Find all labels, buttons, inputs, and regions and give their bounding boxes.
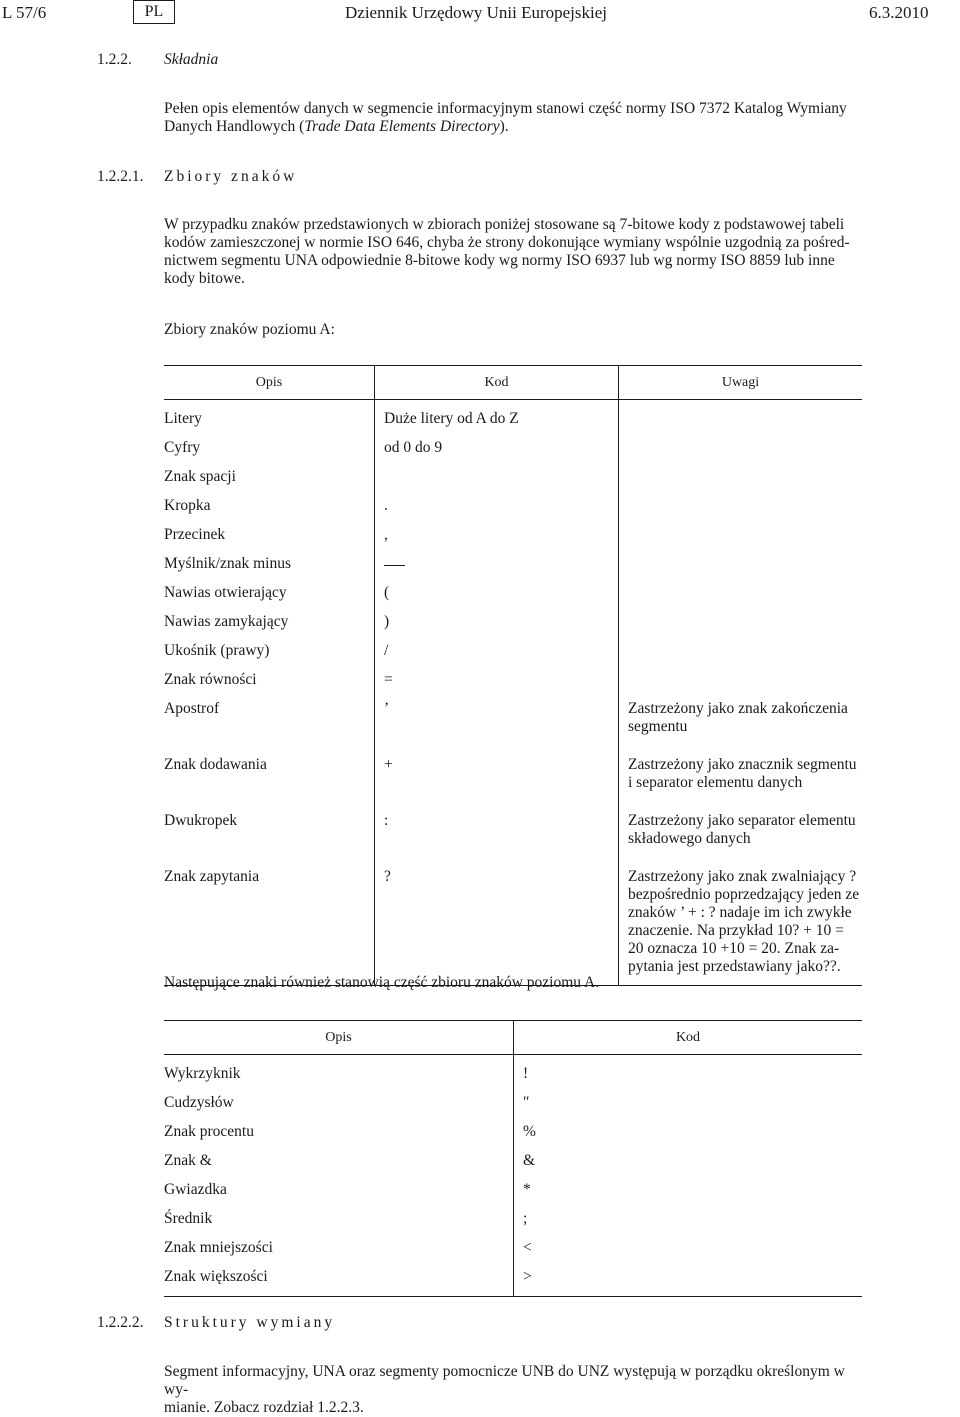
paragraph-line: kody bitowe. bbox=[164, 270, 245, 287]
italic-term: Trade Data Elements Directory bbox=[304, 118, 500, 135]
table-row: Litery Duże litery od A do Z bbox=[164, 400, 862, 430]
table-row: Kropka . bbox=[164, 487, 862, 516]
publication-date: 6.3.2010 bbox=[869, 3, 929, 22]
table-row: Cyfry od 0 do 9 bbox=[164, 429, 862, 458]
column-header-kod: Kod bbox=[514, 1021, 863, 1055]
paragraph-line: W przypadku znaków przedstawionych w zbiorach poniżej stosowane są 7-bitowe kody z podstawowej tabeli bbox=[164, 216, 845, 233]
subsection-number: 1.2.2.1. bbox=[97, 168, 144, 185]
table-row: Znak dodawania + Zastrzeżony jako znacznik segmentu i separator elementu danych bbox=[164, 746, 862, 802]
table-row: Gwiazdka * bbox=[164, 1171, 862, 1200]
column-header-opis: Opis bbox=[164, 1021, 514, 1055]
dash-glyph bbox=[384, 565, 405, 566]
subsection-paragraph bbox=[164, 216, 864, 288]
character-set-table-a bbox=[164, 365, 862, 986]
table-row: Nawias zamykający ) bbox=[164, 603, 862, 632]
page-reference: L 57/6 bbox=[2, 3, 47, 22]
table-row: Znak zapytania ? Zastrzeżony jako znak zwalniający ? bezpośrednio poprzedzający jeden ze znaków ’ + : ? nadaje im ich zwykłe znaczenie. Na przykład 10? + 10 = 20 oznacza 10 +10 = 20. Znak za- pytania jest przedstawiany jako??. bbox=[164, 858, 862, 986]
paragraph-line: nictwem segmentu UNA odpowiednie 8-bitowe kody wg normy ISO 6937 lub wg normy ISO 8859 lub inne bbox=[164, 252, 835, 269]
table-row: Znak równości = bbox=[164, 661, 862, 690]
between-tables-text: Następujące znaki również stanowią część zbioru znaków poziomu A. bbox=[164, 974, 600, 991]
table-row: Znak procentu % bbox=[164, 1113, 862, 1142]
paragraph-line: kodów zamieszczonej w normie ISO 646, chyba że strony dokonujące wymiany wspólnie uzgodnią za pośred- bbox=[164, 234, 850, 251]
table-row: Nawias otwierający ( bbox=[164, 574, 862, 603]
journal-title: Dziennik Urzędowy Unii Europejskiej bbox=[345, 3, 608, 22]
section-number: 1.2.2. bbox=[97, 51, 132, 68]
section-paragraph bbox=[164, 100, 864, 136]
table-row: Przecinek , bbox=[164, 516, 862, 545]
table-row: Ukośnik (prawy) / bbox=[164, 632, 862, 661]
paragraph-line: Segment informacyjny, UNA oraz segmenty pomocnicze UNB do UNZ występują w porządku określonym w wy- bbox=[164, 1363, 845, 1398]
table-row: Znak mniejszości < bbox=[164, 1229, 862, 1258]
paragraph-line: Danych Handlowych (Trade Data Elements Directory). bbox=[164, 118, 509, 135]
table-row: Dwukropek : Zastrzeżony jako separator elementu składowego danych bbox=[164, 802, 862, 858]
table-row: Znak większości > bbox=[164, 1258, 862, 1297]
character-set-table-b bbox=[164, 1020, 862, 1297]
table-row: Znak & & bbox=[164, 1142, 862, 1171]
paragraph-line: Pełen opis elementów danych w segmencie informacyjnym stanowi część normy ISO 7372 Katalog Wymiany bbox=[164, 100, 847, 117]
table-row: Apostrof ’ Zastrzeżony jako znak zakończenia segmentu bbox=[164, 690, 862, 746]
table-intro: Zbiory znaków poziomu A: bbox=[164, 321, 335, 338]
column-header-kod: Kod bbox=[375, 366, 619, 400]
table-row: Myślnik/znak minus bbox=[164, 545, 862, 574]
table-row: Cudzysłów ″ bbox=[164, 1084, 862, 1113]
language-badge: PL bbox=[133, 0, 175, 24]
subsection-title: Struktury wymiany bbox=[164, 1314, 336, 1331]
subsection-paragraph bbox=[164, 1363, 864, 1417]
column-header-uwagi: Uwagi bbox=[619, 366, 863, 400]
section-title: Składnia bbox=[164, 51, 219, 68]
subsection-number: 1.2.2.2. bbox=[97, 1314, 144, 1331]
table-row: Średnik ; bbox=[164, 1200, 862, 1229]
subsection-title: Zbiory znaków bbox=[164, 168, 298, 185]
column-header-opis: Opis bbox=[164, 366, 375, 400]
table-row: Wykrzyknik ! bbox=[164, 1055, 862, 1085]
table-row: Znak spacji bbox=[164, 458, 862, 487]
paragraph-line: mianie. Zobacz rozdział 1.2.2.3. bbox=[164, 1399, 364, 1416]
